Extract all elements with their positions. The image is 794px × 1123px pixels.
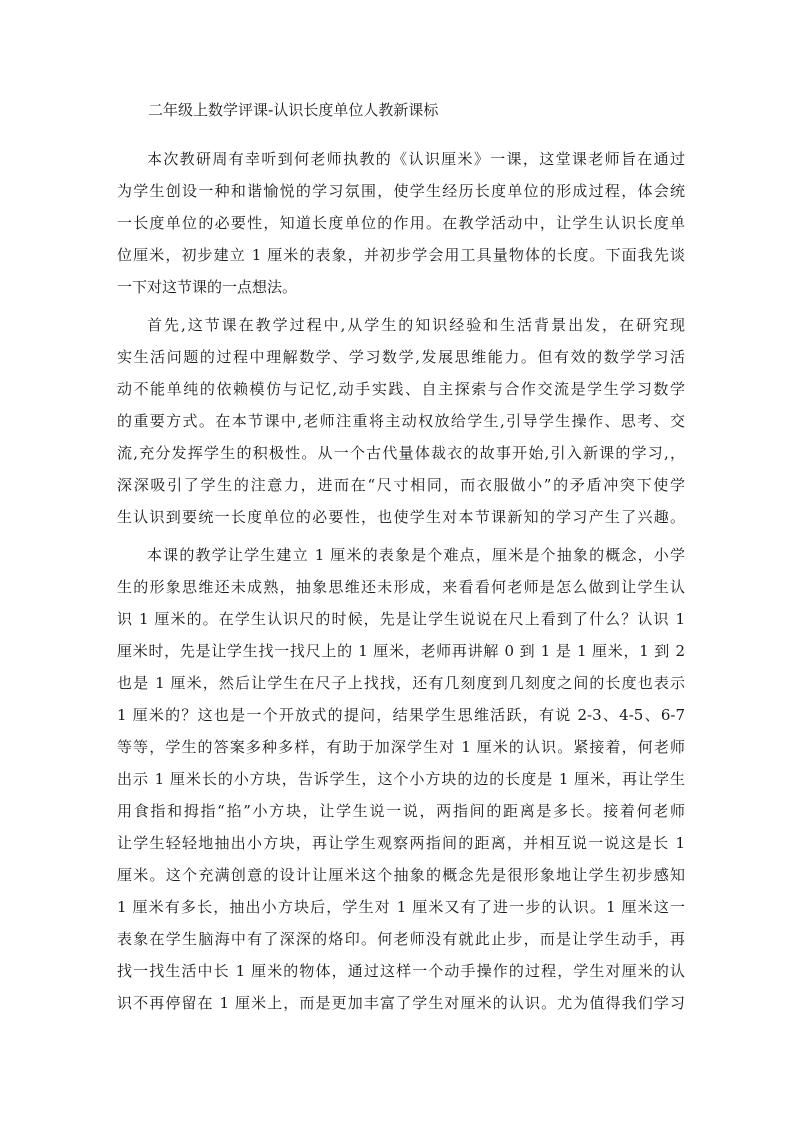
paragraph-line: 动不能单纯的依赖模仿与记忆,动手实践、自主探索与合作交流是学生学习数学 <box>117 380 685 398</box>
paragraph-1 <box>117 143 685 303</box>
paragraph-line: 的重要方式。在本节课中,老师注重将主动权放给学生,引导学生操作、思考、交 <box>117 412 685 430</box>
paragraph-line: 用食指和拇指“掐”小方块，让学生说一说，两指间的距离是多长。接着何老师 <box>117 802 685 820</box>
paragraph-line: 1 厘米的？这也是一个开放式的提问，结果学生思维活跃，有说 2-3、4-5、6-7 <box>117 706 685 724</box>
paragraph-line: 生认识到要统一长度单位的必要性，也使学生对本节课新知的学习产生了兴趣。 <box>117 508 685 526</box>
paragraph-line: 流,充分发挥学生的积极性。从一个古代量体裁衣的故事开始,引入新课的学习,， <box>117 444 685 462</box>
paragraph-line: 识不再停留在 1 厘米上，而是更加丰富了学生对厘米的认识。尤为值得我们学习 <box>117 994 685 1012</box>
paragraph-line: 1 厘米有多长，抽出小方块后，学生对 1 厘米又有了进一步的认识。1 厘米这一 <box>117 898 685 916</box>
paragraph-line: 生的形象思维还未成熟，抽象思维还未形成，来看看何老师是怎么做到让学生认 <box>117 578 685 596</box>
paragraph-line: 为学生创设一种和谐愉悦的学习氛围，使学生经历长度单位的形成过程，体会统 <box>117 182 685 200</box>
paragraph-line: 本课的教学让学生建立 1 厘米的表象是个难点，厘米是个抽象的概念，小学 <box>147 546 685 564</box>
paragraph-line: 等等，学生的答案多种多样，有助于加深学生对 1 厘米的认识。紧接着，何老师 <box>117 738 685 756</box>
paragraph-line: 也是 1 厘米，然后让学生在尺子上找找，还有几刻度到几刻度之间的长度也表示 <box>117 674 685 692</box>
paragraph-line: 厘米。这个充满创意的设计让厘米这个抽象的概念先是很形象地让学生初步感知 <box>117 866 685 884</box>
paragraph-2 <box>117 309 685 533</box>
paragraph-line: 位厘米，初步建立 1 厘米的表象，并初步学会用工具量物体的长度。下面我先谈 <box>117 246 685 264</box>
paragraph-line: 识 1 厘米的。在学生认识尺的时候，先是让学生说说在尺上看到了什么？认识 1 <box>117 610 685 628</box>
paragraph-line: 实生活问题的过程中理解数学、学习数学,发展思维能力。但有效的数学学习活 <box>117 348 685 366</box>
paragraph-line: 深深吸引了学生的注意力，进而在“尺寸相同，而衣服做小”的矛盾冲突下使学 <box>117 476 685 494</box>
paragraph-line: 让学生轻轻地抽出小方块，再让学生观察两指间的距离，并相互说一说这是长 1 <box>117 834 685 852</box>
paragraph-line: 出示 1 厘米长的小方块，告诉学生，这个小方块的边的长度是 1 厘米，再让学生 <box>117 770 685 788</box>
paragraph-3 <box>117 539 685 1019</box>
paragraph-line: 本次教研周有幸听到何老师执教的《认识厘米》一课，这堂课老师旨在通过 <box>147 150 685 168</box>
paragraph-line: 厘米时，先是让学生找一找尺上的 1 厘米，老师再讲解 0 到 1 是 1 厘米，1 到 2 <box>117 642 685 660</box>
paragraph-line: 表象在学生脑海中有了深深的烙印。何老师没有就此止步，而是让学生动手，再 <box>117 930 685 948</box>
paragraph-line: 找一找生活中长 1 厘米的物体，通过这样一个动手操作的过程，学生对厘米的认 <box>117 962 685 980</box>
paragraph-line: 一长度单位的必要性，知道长度单位的作用。在教学活动中，让学生认识长度单 <box>117 214 685 232</box>
paragraph-line: 一下对这节课的一点想法。 <box>117 278 298 296</box>
paragraph-line: 首先,这节课在教学过程中,从学生的知识经验和生活背景出发，在研究现 <box>147 316 685 334</box>
document-title: 二年级上数学评课-认识长度单位人教新课标 <box>148 101 439 119</box>
